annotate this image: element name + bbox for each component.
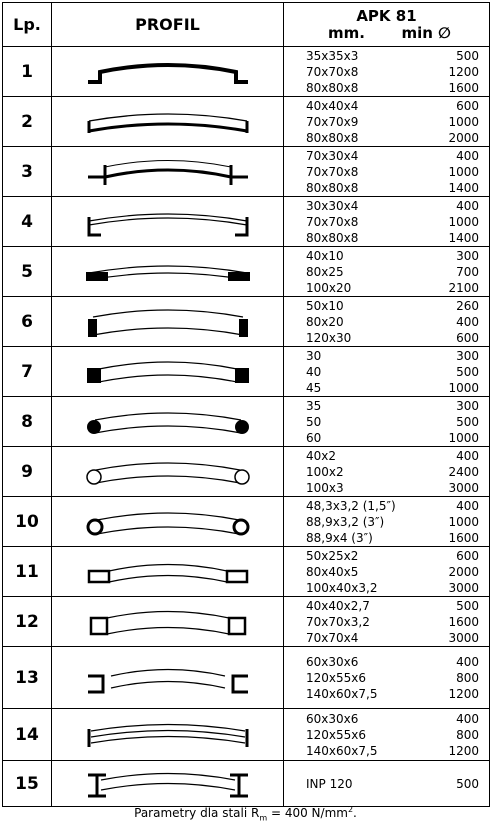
list-item: 70x70x8 1000 xyxy=(306,214,479,229)
list-item: 30x30x4 400 xyxy=(306,198,479,213)
list-item: 80x20 400 xyxy=(306,314,479,329)
list-item: 80x25 700 xyxy=(306,264,479,279)
list-item: 40x10 300 xyxy=(306,248,479,263)
table-row xyxy=(3,597,490,647)
list-item: 140x60x7,5 1200 xyxy=(306,686,479,701)
angle-leg-out-profile-icon xyxy=(83,105,253,139)
i-beam-profile-icon xyxy=(83,766,253,802)
list-item: 40x40x4 600 xyxy=(306,98,479,113)
list-item: 40x40x2,7 500 xyxy=(306,598,479,613)
channel-profile-icon xyxy=(83,658,253,698)
lp-header: Lp. xyxy=(3,3,52,47)
row-number: 1 xyxy=(3,47,52,97)
table-row xyxy=(3,97,490,147)
list-item: 140x60x7,5 1200 xyxy=(306,743,479,758)
row-number: 9 xyxy=(3,447,52,497)
channel-inverted-profile-icon xyxy=(83,717,253,753)
list-item: 35x35x3 500 xyxy=(306,48,479,63)
list-item: 80x80x8 1600 xyxy=(306,80,479,95)
list-item: 40 500 xyxy=(306,364,479,379)
row-number: 15 xyxy=(3,761,52,807)
row-number: 5 xyxy=(3,247,52,297)
list-item: 70x70x9 1000 xyxy=(306,114,479,129)
apk-header xyxy=(284,3,490,47)
list-item: 45 1000 xyxy=(306,380,479,395)
round-bar-profile-icon xyxy=(83,405,253,439)
table-row xyxy=(3,297,490,347)
list-item: 40x2 400 xyxy=(306,448,479,463)
list-item: 35 300 xyxy=(306,398,479,413)
table-row xyxy=(3,47,490,97)
table-row xyxy=(3,647,490,709)
list-item: 88,9x3,2 (3″) 1000 xyxy=(306,514,479,529)
table-row xyxy=(3,397,490,447)
t-profile-icon xyxy=(83,155,253,189)
list-item: 60x30x6 400 xyxy=(306,711,479,726)
list-item: INP 120 500 xyxy=(306,776,479,791)
table-row xyxy=(3,147,490,197)
list-item: 30 300 xyxy=(306,348,479,363)
apk-title: APK 81 xyxy=(356,6,417,25)
thick-tube-profile-icon xyxy=(83,505,253,539)
flat-bar-upright-profile-icon xyxy=(83,305,253,339)
square-tube-profile-icon xyxy=(83,605,253,639)
row-number: 14 xyxy=(3,709,52,761)
list-item: 120x55x6 800 xyxy=(306,670,479,685)
list-item: 100x40x3,2 3000 xyxy=(306,580,479,595)
list-item: 120x55x6 800 xyxy=(306,727,479,742)
table-row xyxy=(3,447,490,497)
square-bar-profile-icon xyxy=(83,355,253,389)
table-row xyxy=(3,497,490,547)
profil-header: PROFIL xyxy=(52,3,284,47)
list-item: 100x3 3000 xyxy=(306,480,479,495)
list-item: 100x2 2400 xyxy=(306,464,479,479)
table-row xyxy=(3,761,490,807)
list-item: 88,9x4 (3″) 1600 xyxy=(306,530,479,545)
table-row xyxy=(3,197,490,247)
list-item: 80x80x8 1400 xyxy=(306,230,479,245)
tube-profile-icon xyxy=(83,455,253,489)
footnote: Parametry dla stali $R_m = 400$ $N/mm^2$. xyxy=(134,805,357,823)
list-item: 70x70x4 3000 xyxy=(306,630,479,645)
min-diameter-header: min ∅ xyxy=(401,23,451,42)
row-number: 12 xyxy=(3,597,52,647)
t-profile-inverted-icon xyxy=(83,205,253,239)
mm-unit-header: mm. xyxy=(328,23,365,42)
profile-table xyxy=(2,2,490,807)
list-item: 100x20 2100 xyxy=(306,280,479,295)
row-number: 7 xyxy=(3,347,52,397)
list-item: 48,3x3,2 (1,5″) 400 xyxy=(306,498,479,513)
row-number: 6 xyxy=(3,297,52,347)
row-number: 3 xyxy=(3,147,52,197)
rectangular-tube-profile-icon xyxy=(83,555,253,589)
list-item: 70x70x8 1000 xyxy=(306,164,479,179)
list-item: 50x25x2 600 xyxy=(306,548,479,563)
row-number: 10 xyxy=(3,497,52,547)
list-item: 50 500 xyxy=(306,414,479,429)
row-number: 4 xyxy=(3,197,52,247)
list-item: 80x80x8 1400 xyxy=(306,180,479,195)
list-item: 70x70x8 1200 xyxy=(306,64,479,79)
list-item: 80x40x5 2000 xyxy=(306,564,479,579)
row-number: 8 xyxy=(3,397,52,447)
flanged-angle-profile-icon xyxy=(83,55,253,89)
table-row xyxy=(3,247,490,297)
list-item: 50x10 260 xyxy=(306,298,479,313)
list-item: 70x30x4 400 xyxy=(306,148,479,163)
row-number: 11 xyxy=(3,547,52,597)
list-item: 120x30 600 xyxy=(306,330,479,345)
row-number: 13 xyxy=(3,647,52,709)
table-row xyxy=(3,347,490,397)
list-item: 70x70x3,2 1600 xyxy=(306,614,479,629)
row-number: 2 xyxy=(3,97,52,147)
flat-bar-profile-icon xyxy=(83,255,253,289)
list-item: 80x80x8 2000 xyxy=(306,130,479,145)
list-item: 60 1000 xyxy=(306,430,479,445)
table-row xyxy=(3,547,490,597)
table-header-row xyxy=(3,3,490,47)
table-row xyxy=(3,709,490,761)
list-item: 60x30x6 400 xyxy=(306,654,479,669)
